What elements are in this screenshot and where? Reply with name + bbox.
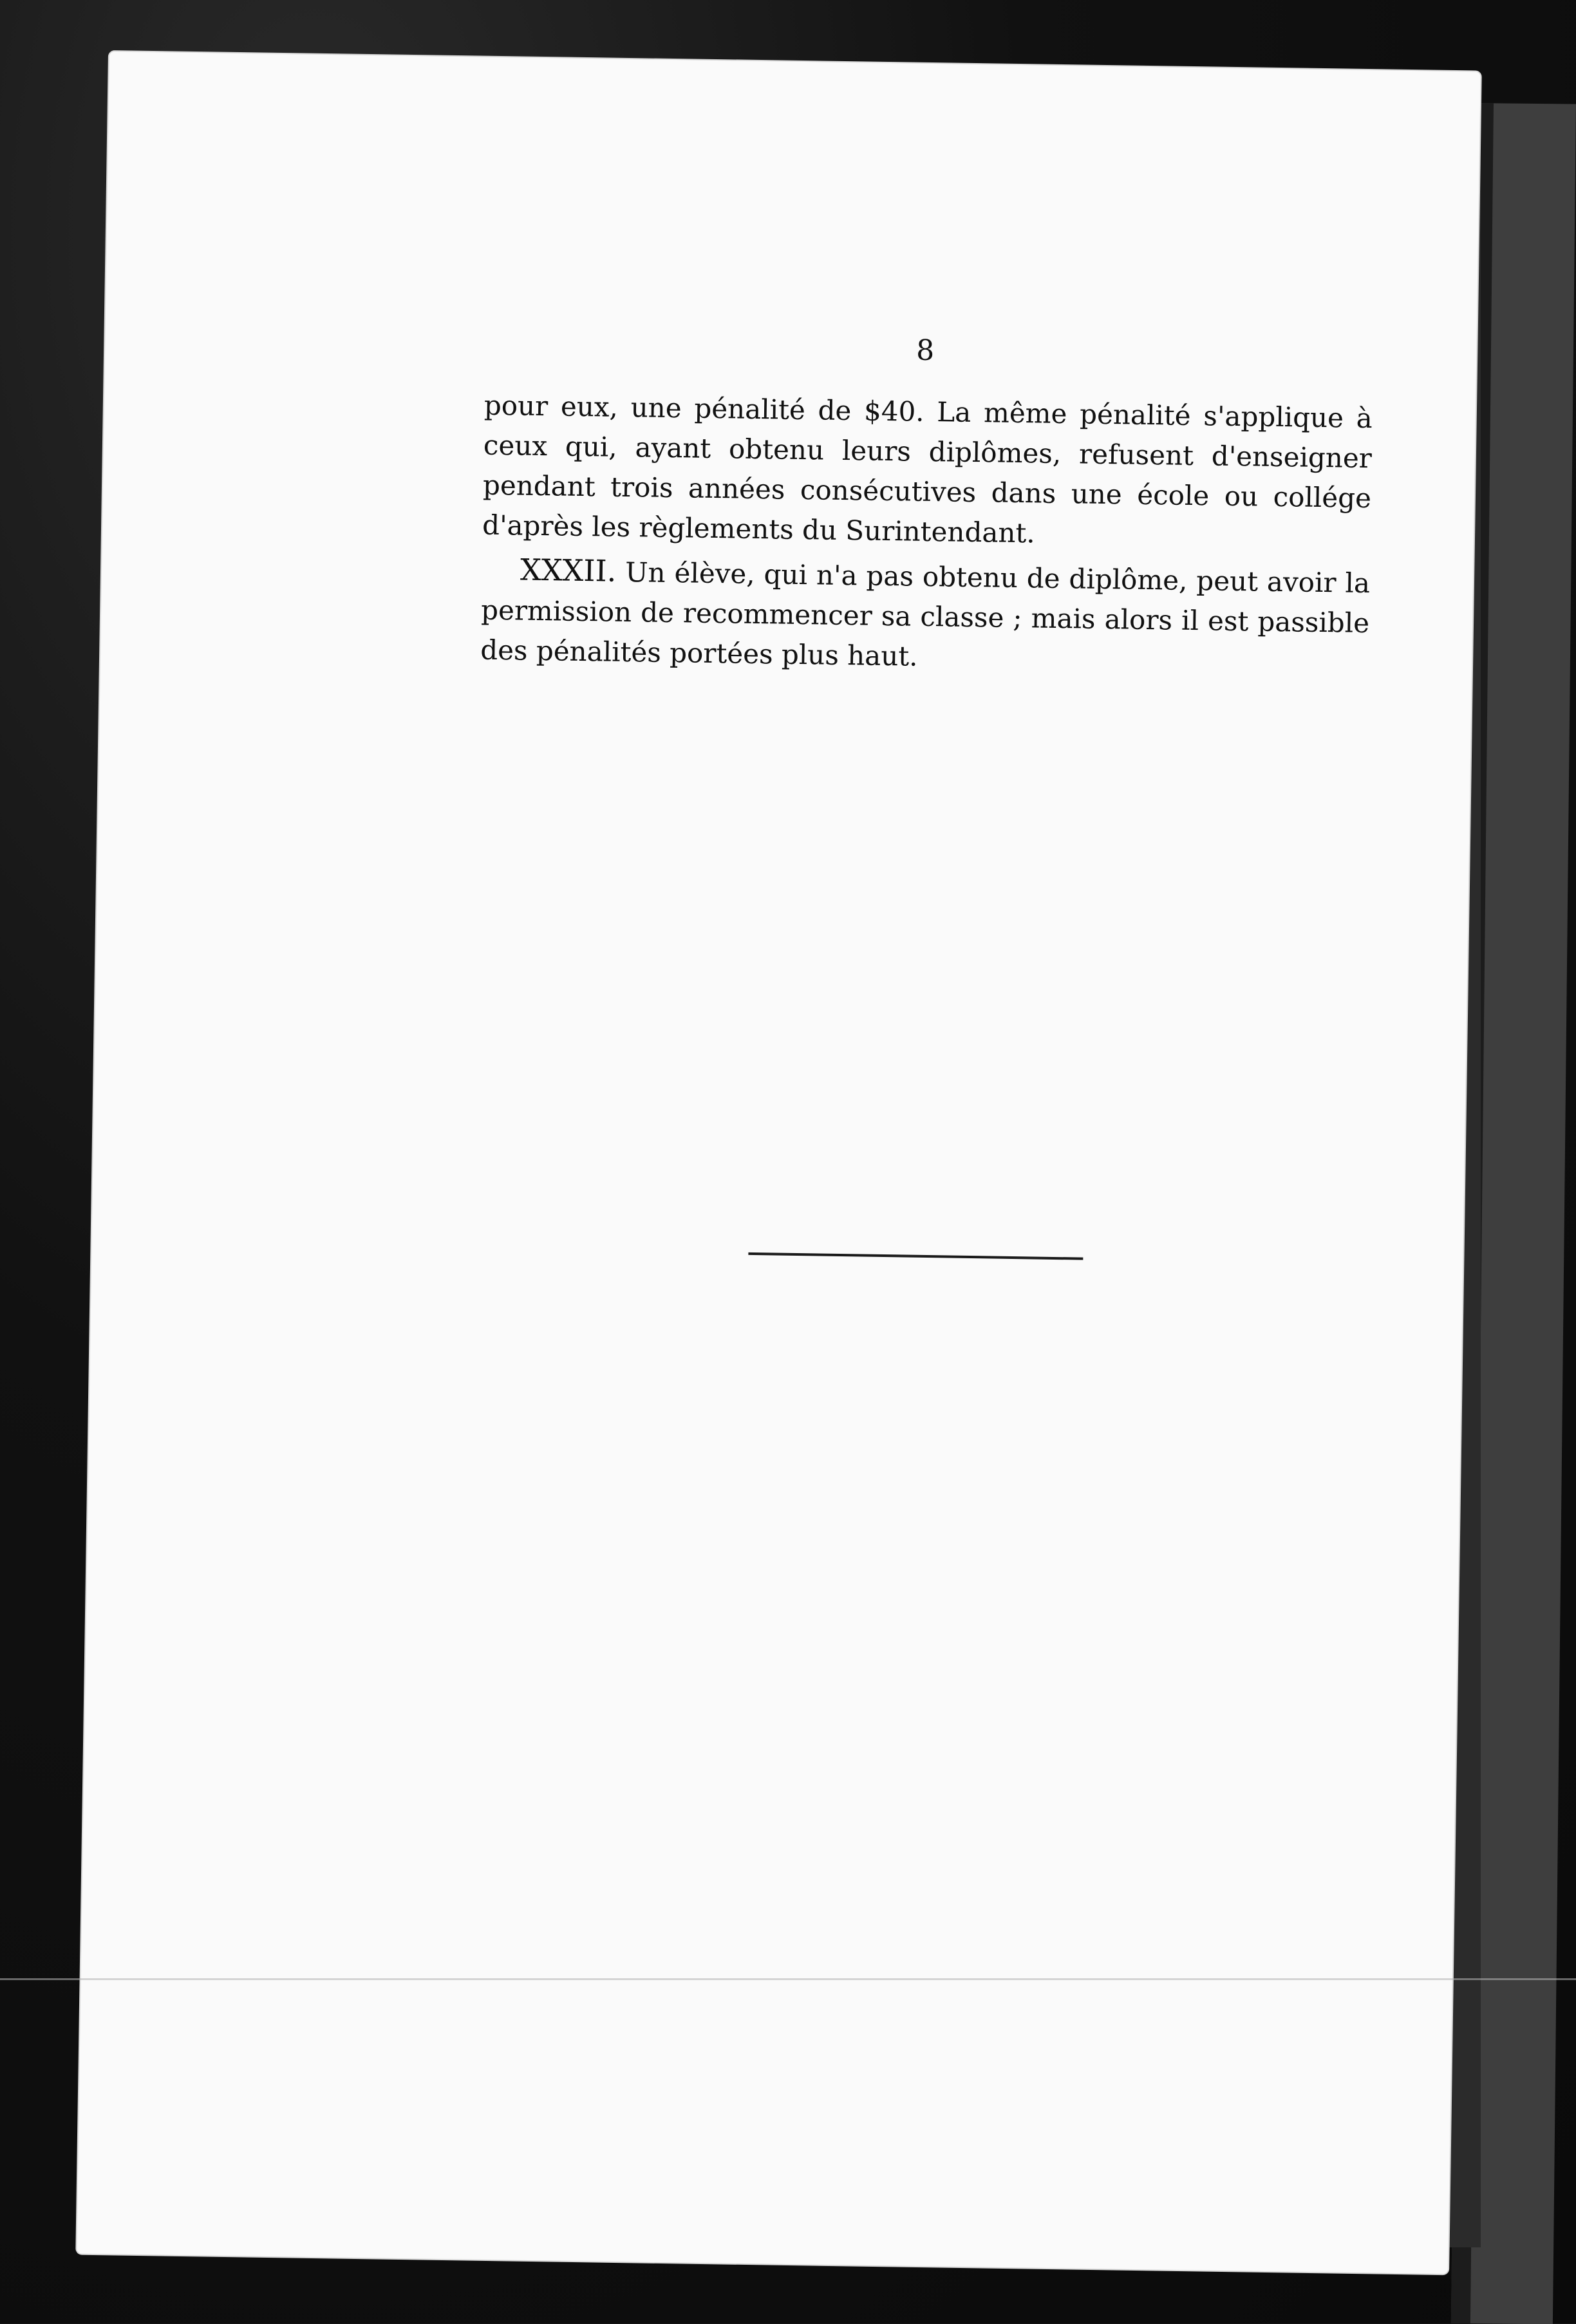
article-text: Un élève, qui n'a pas obtenu de diplôme, peut avoir la permission de recommencer sa classe ; mais alors il est passible des pénalités portées plus haut. bbox=[480, 556, 1371, 672]
article-numeral: XXXII. bbox=[520, 552, 617, 589]
page-number: 8 bbox=[915, 334, 935, 368]
paragraph-article-xxxii bbox=[480, 549, 1371, 683]
document-page bbox=[77, 52, 1481, 2274]
section-divider-rule bbox=[748, 1252, 1083, 1260]
paragraph-continuation: pour eux, une pénalité de $40. La même pénalité s'applique à ceux qui, ayant obtenu leurs diplômes, refusent d'enseigner pendant trois années consécutives dans une école ou collége d'après les règlements du Surintendant. bbox=[482, 389, 1373, 549]
body-text bbox=[480, 386, 1373, 683]
scan-artifact-line bbox=[0, 1978, 1576, 1980]
